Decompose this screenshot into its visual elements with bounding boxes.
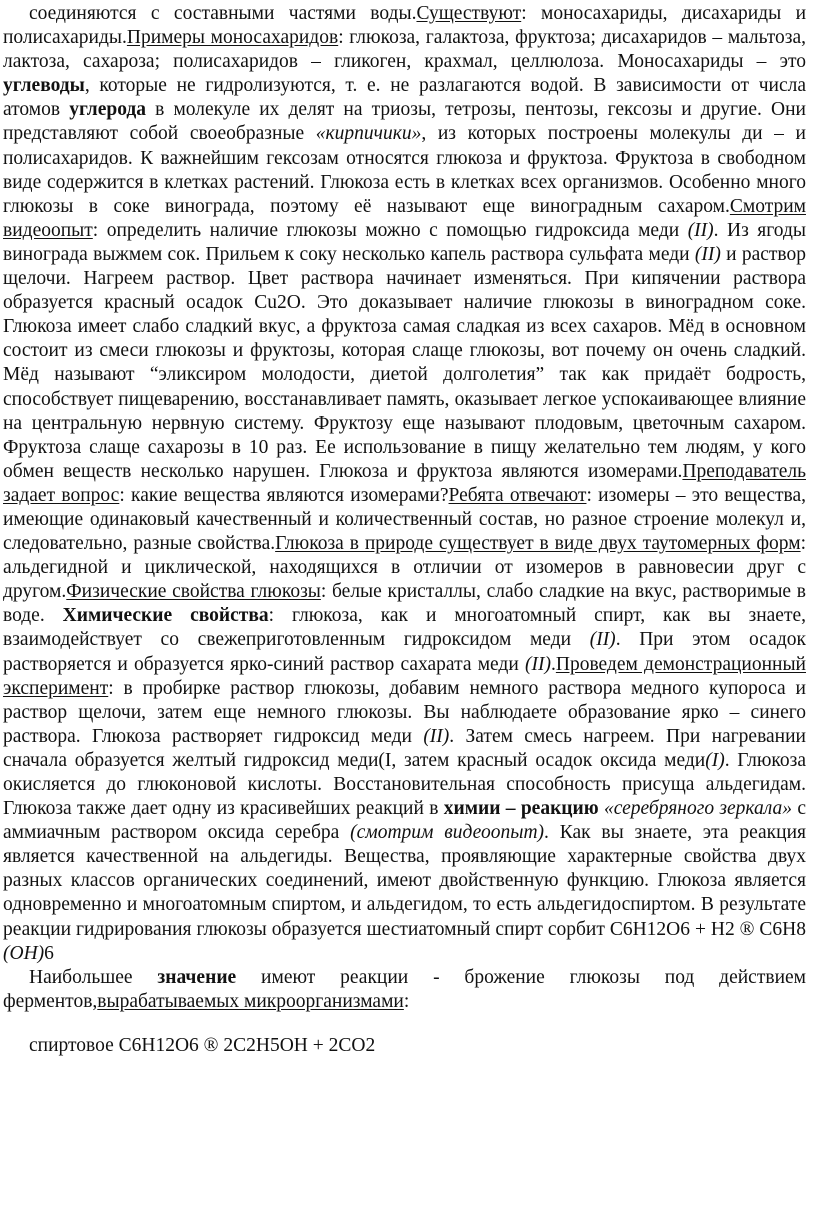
body-paragraph [3,966,806,1014]
underlined-term: Преподаватель задает вопрос [3,460,806,506]
underlined-term: Существуют [416,3,522,24]
underlined-term: Смотрим видеоопыт [3,195,806,241]
text-run: : глюкоза, как и многоатомный спирт, как вы знаете, взаимодействует со свежеприготовленным гидроксидом меди [3,605,807,651]
text-run: : определить наличие глюкозы можно с помощью гидроксида меди [92,219,688,241]
italic-term: «кирпичики» [315,123,422,145]
text-run: 6 [44,942,54,964]
text-run: Наибольшее [29,966,158,988]
text-run: в молекуле их делят на триозы, тетрозы, пентозы, гексозы и другие. Они представляют собой своеобразные [3,99,806,145]
text-run: с аммиачным раствором оксида серебра [3,798,806,844]
italic-term: (II) [687,219,714,241]
italic-term: (II) [423,725,450,747]
italic-term: (II) [694,243,721,265]
bold-term: химии – реакцию [443,798,599,820]
underlined-term: вырабатываемых микроорганизмами [97,990,404,1012]
bold-term: углеводы [3,75,85,97]
text-run: : глюкоза, галактоза, фруктоза; дисахаридов – мальтоза, лактоза, сахароза; полисахаридов – гликоген, крахмал, целлюлоза. Моносахариды – это [3,27,806,73]
text-run: : альдегидной и циклической, находящихся в отличии от изомеров в равновесии друг с другом. [3,533,806,603]
text-run: : изомеры – это вещества, имеющие одинаковый качественный и количественный состав, но разное строение молекул и, следовательно, разные свойства. [3,484,806,555]
text-run: . Из ягоды винограда выжмем сок. Прильем к соку несколько капель раствора сульфата меди [3,219,807,265]
text-run: : в пробирке раствор глюкозы, добавим немного раствора медного купороса и раствор щелочи, затем еще немного глюкозы. Вы наблюдаете образование ярко – синего раствора. Глюкоза растворяет гидроксид меди [3,677,806,747]
text-run: . Как вы знаете, эта реакция является качественной на альдегиды. Вещества, проявляющие характерные свойства двух разных классов органических соединений, имеют двойственную функцию. Глюкоза является одновременно и многоатомным спиртом, и альдегидом, то есть альдегидоспиртом. В результате реакции гидрирования глюкозы образуется шестиатомный спирт сорбит C6H12O6 + H2 ® C6H8 [3,822,806,940]
text-run: : [403,990,410,1012]
text-run: : моносахариды, дисахариды и полисахариды. [3,3,807,49]
italic-term: (OH) [3,942,45,964]
italic-term: «серебряного зеркала» [603,798,793,820]
text-run: , из которых построены молекулы ди – и полисахаридов. К важнейшим гексозам относятся глюкоза и фруктоза. Фруктоза в свободном виде содержится в клетках растений. Глюкоза есть в клетках всех организмов. Особенно много глюкозы в соке винограда, поэтому её называют еще виноградным сахаром. [3,123,806,217]
bold-term: Химические свойства [62,605,269,627]
italic-term: (I) [705,749,725,771]
underlined-term: Примеры моносахаридов [126,27,339,49]
underlined-term: Глюкоза в природе существует в виде двух таутомерных форм [275,533,801,555]
text-run: спиртовое C6H12O6 ® 2C2H5OH + 2CO2 [29,1034,376,1056]
bold-term: углерода [69,99,147,121]
underlined-term: Физические свойства глюкозы [66,581,321,603]
text-run: . Глюкоза окисляется до глюконовой кислоты. Восстановительная способность присуща альдегидам. Глюкоза также дает одну из красивейших реакций в [3,749,807,820]
text-run: и раствор щелочи. Нагреем раствор. Цвет раствора начинает изменяться. При кипячении раствора образуется красный осадок Cu2O. Это доказывает наличие глюкозы в виноградном соке. Глюкоза имеет слабо сладкий вкус, а фруктоза самая сладкая из всех сахаров. Мёд в основном состоит из смеси глюкозы и фруктозы, которая слаще глюкозы, вот почему он очень сладкий. Мёд называют “эликсиром молодости, диетой долголетия” так как придаёт бодрость, способствует пищеварению, восстанавливает память, оказывает легкое успокаивающее влияние на центральную нервную систему. Фруктозу еще называют плодовым, цветочным сахаром. Фруктоза слаще сахарозы в 10 раз. Ее использование в пищу желательно тем людям, у кого обмен веществ несколько нарушен. Глюкоза и фруктоза являются изомерами. [3,243,806,482]
text-run: : какие вещества являются изомерами? [119,484,449,506]
text-run: . При этом осадок растворяется и образуется ярко-синий раствор сахарата меди [3,629,806,675]
body-paragraph [3,2,806,966]
paragraph-spacer [3,1014,806,1034]
bold-term: значение [157,966,237,988]
text-run: : белые кристаллы, слабо сладкие на вкус, растворимые в воде. [3,581,806,627]
body-paragraph [3,1034,806,1058]
text-run: , которые не гидролизуются, т. е. не разлагаются водой. В зависимости от числа атомов [3,75,806,121]
underlined-term: Ребята отвечают [448,484,587,506]
text-run: соединяются с составными частями воды. [29,3,417,24]
text-run: . [550,653,556,675]
italic-term: (смотрим видеоопыт) [350,822,545,844]
text-run: . Затем смесь нагреем. При нагревании сначала образуется желтый гидроксид меди(I, затем красный осадок оксида меди [3,725,806,771]
italic-term: (II) [589,629,616,651]
italic-term: (II) [525,653,551,675]
underlined-term: Проведем демонстрационный эксперимент [3,653,806,699]
text-run: имеют реакции - брожение глюкозы под действием ферментов, [3,966,806,1012]
